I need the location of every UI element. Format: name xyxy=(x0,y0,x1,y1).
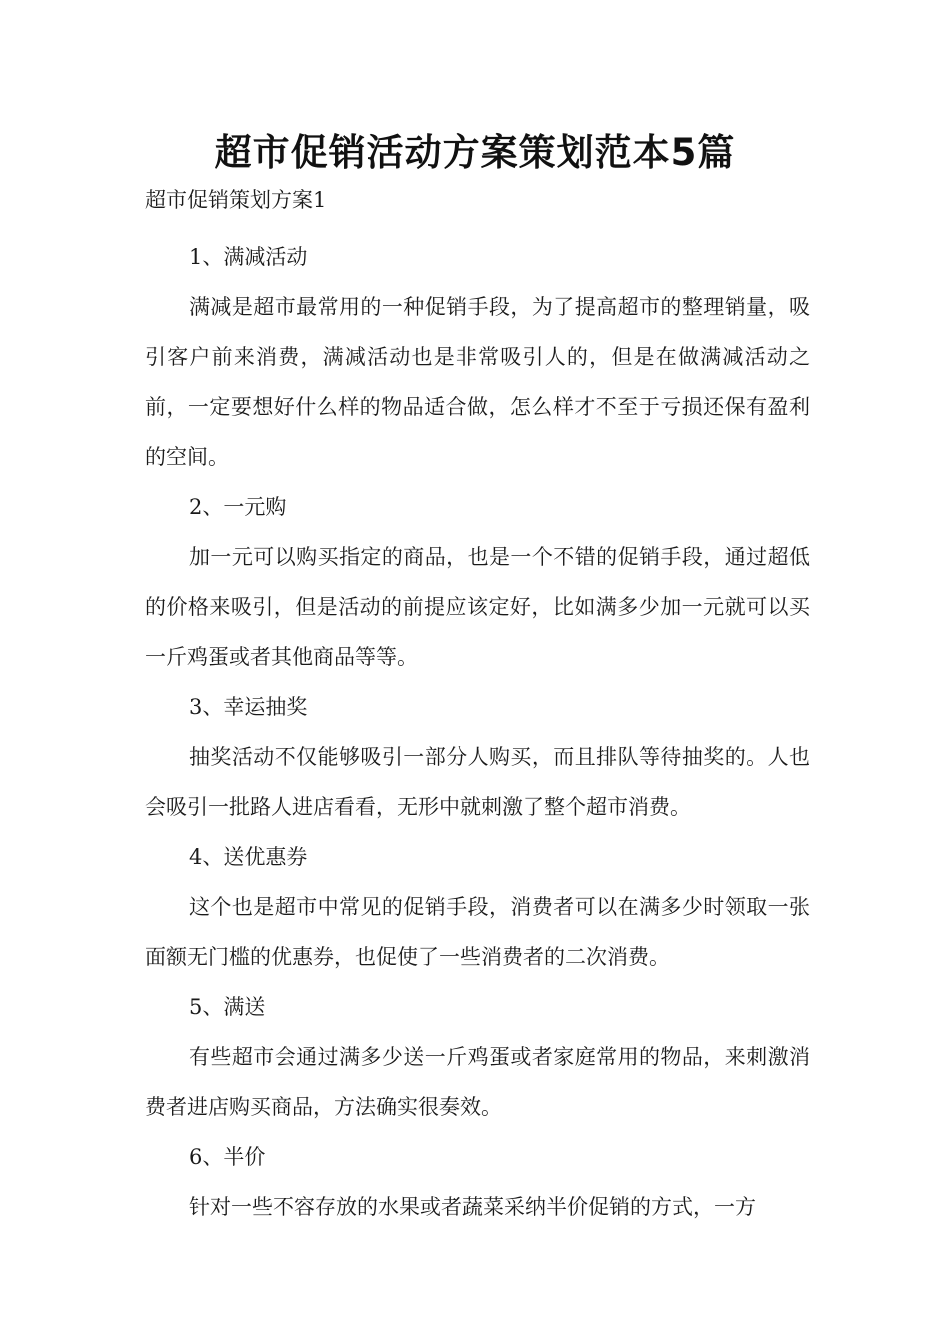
section-heading-6: 6、半价 xyxy=(189,1145,266,1169)
section-heading-4: 4、送优惠券 xyxy=(189,845,308,869)
section-text-1: 满减是超市最常用的一种促销手段，为了提高超市的整理销量，吸引客户前来消费，满减活动也是非常吸引人的，但是在做满减活动之前，一定要想好什么样的物品适合做，怎么样才不至于亏损还保有盈利的空间。 xyxy=(145,295,810,469)
section-heading-2: 2、一元购 xyxy=(189,495,287,519)
section-text-4: 这个也是超市中常见的促销手段，消费者可以在满多少时领取一张面额无门槛的优惠券，也促使了一些消费者的二次消费。 xyxy=(145,895,810,969)
section-heading-3: 3、幸运抽奖 xyxy=(189,695,308,719)
document-title: 超市促销活动方案策划范本5篇 xyxy=(214,131,736,174)
section-text-2: 加一元可以购买指定的商品，也是一个不错的促销手段，通过超低的价格来吸引，但是活动的前提应该定好，比如满多少加一元就可以买一斤鸡蛋或者其他商品等等。 xyxy=(145,545,810,669)
section-text-6: 针对一些不容存放的水果或者蔬菜采纳半价促销的方式，一方 xyxy=(189,1195,756,1219)
section-heading-5: 5、满送 xyxy=(189,995,266,1019)
section-heading-1: 1、满减活动 xyxy=(189,245,308,269)
document-body xyxy=(145,232,810,1232)
section-text-3: 抽奖活动不仅能够吸引一部分人购买，而且排队等待抽奖的。人也会吸引一批路人进店看看，无形中就刺激了整个超市消费。 xyxy=(145,745,810,819)
section-text-5: 有些超市会通过满多少送一斤鸡蛋或者家庭常用的物品，来刺激消费者进店购买商品，方法确实很奏效。 xyxy=(145,1045,810,1119)
document-subtitle: 超市促销策划方案1 xyxy=(145,188,327,212)
